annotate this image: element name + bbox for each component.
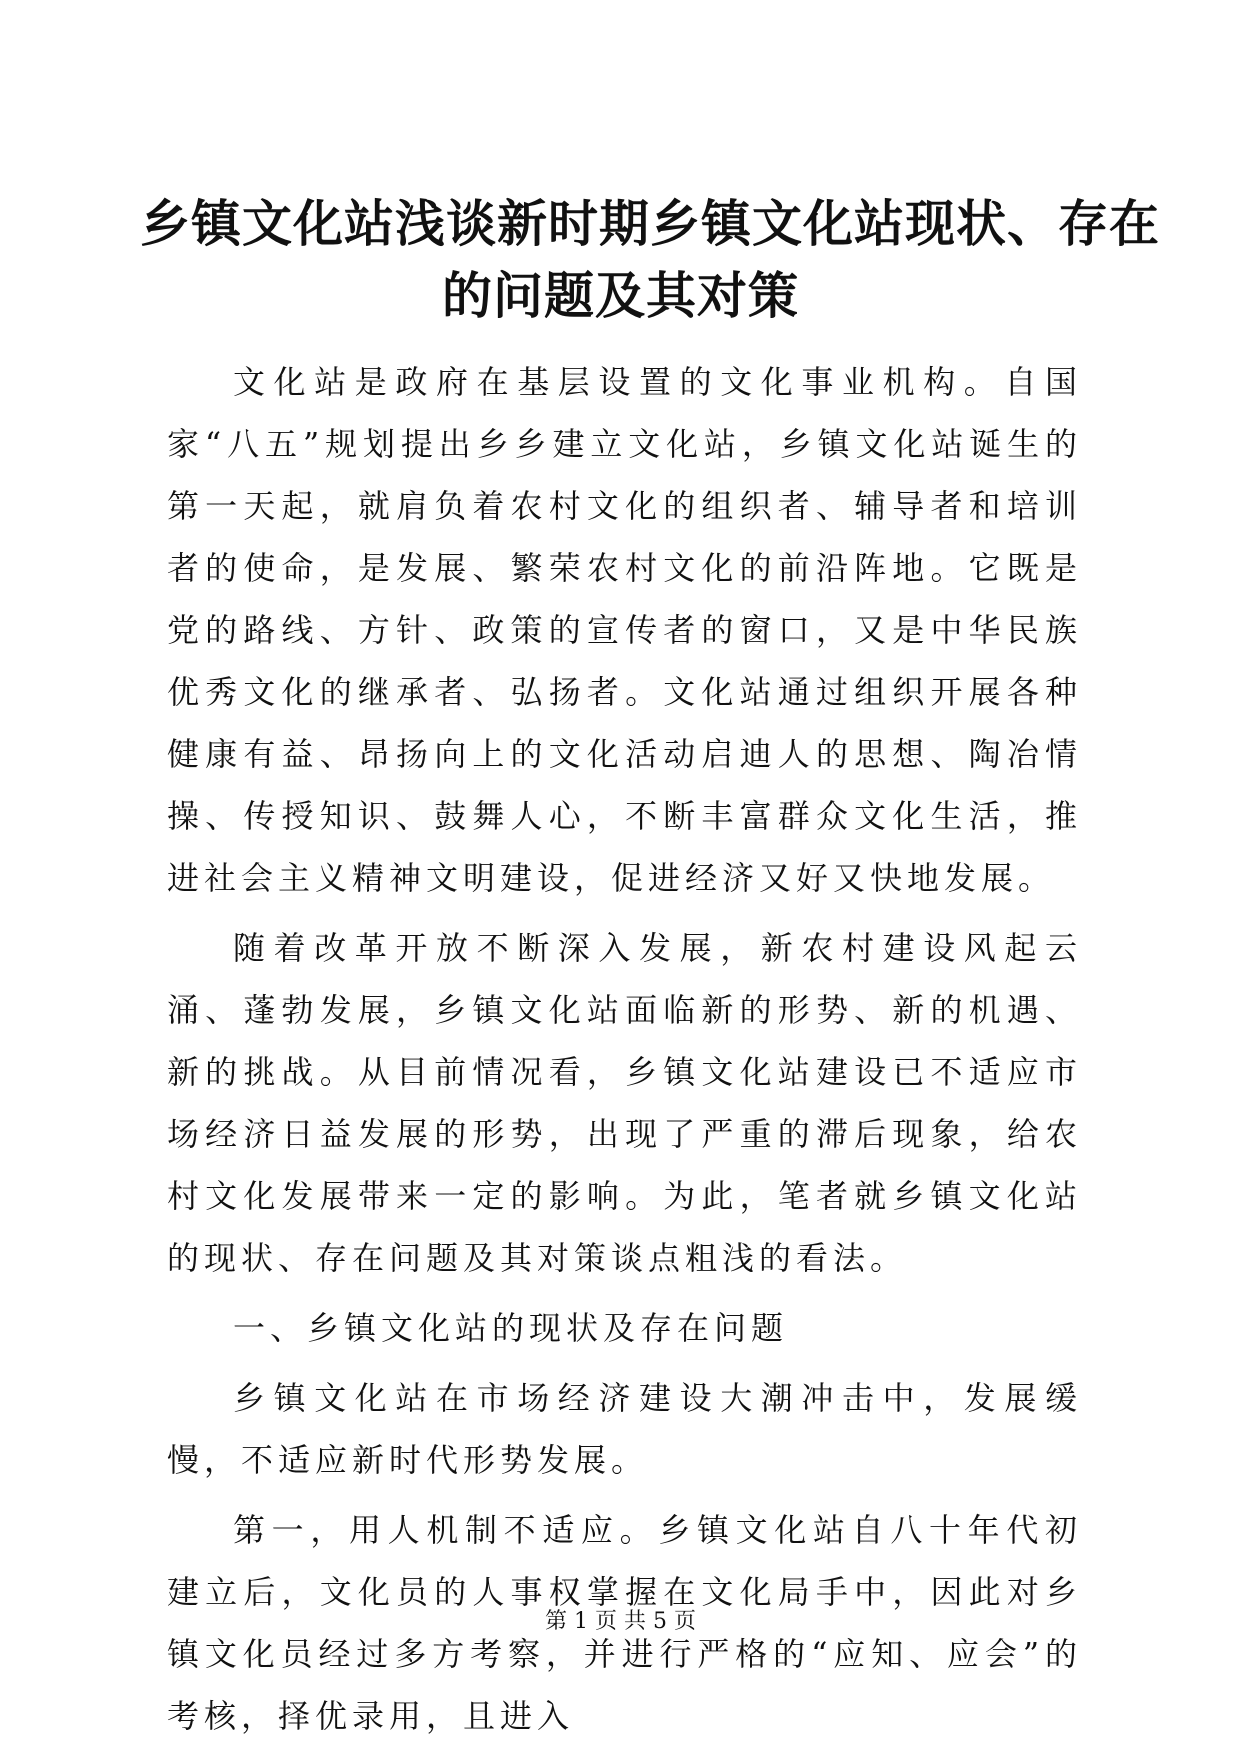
document-title xyxy=(140,188,1160,332)
section-heading-1: 一、乡镇文化站的现状及存在问题 xyxy=(233,1309,789,1347)
page-footer: 第 1 页 共 5 页 xyxy=(545,1609,696,1634)
paragraph-section-summary: 乡镇文化站在市场经济建设大潮冲击中，发展缓慢，不适应新时代形势发展。 xyxy=(167,1379,1082,1479)
title-line-1: 乡镇文化站浅谈新时期乡镇文化站现状、存在 xyxy=(140,194,1160,253)
paragraph-first-point: 第一，用人机制不适应。乡镇文化站自八十年代初建立后，文化员的人事权掌握在文化局手中，因此对乡镇文化员经过多方考察，并进行严格的“应知、应会”的考核，择优录用，且进入 xyxy=(167,1511,1082,1735)
paragraph-background: 随着改革开放不断深入发展，新农村建设风起云涌、蓬勃发展，乡镇文化站面临新的形势、新的机遇、新的挑战。从目前情况看，乡镇文化站建设已不适应市场经济日益发展的形势，出现了严重的滞后现象，给农村文化发展带来一定的影响。为此，笔者就乡镇文化站的现状、存在问题及其对策谈点粗浅的看法。 xyxy=(167,929,1082,1277)
title-line-2: 的问题及其对策 xyxy=(442,266,799,325)
document-body xyxy=(167,351,1082,1755)
paragraph-intro: 文化站是政府在基层设置的文化事业机构。自国家“八五”规划提出乡乡建立文化站，乡镇文化站诞生的第一天起，就肩负着农村文化的组织者、辅导者和培训者的使命，是发展、繁荣农村文化的前沿阵地。它既是党的路线、方针、政策的宣传者的窗口，又是中华民族优秀文化的继承者、弘扬者。文化站通过组织开展各种健康有益、昂扬向上的文化活动启迪人的思想、陶冶情操、传授知识、鼓舞人心，不断丰富群众文化生活，推进社会主义精神文明建设，促进经济又好又快地发展。 xyxy=(167,363,1082,897)
